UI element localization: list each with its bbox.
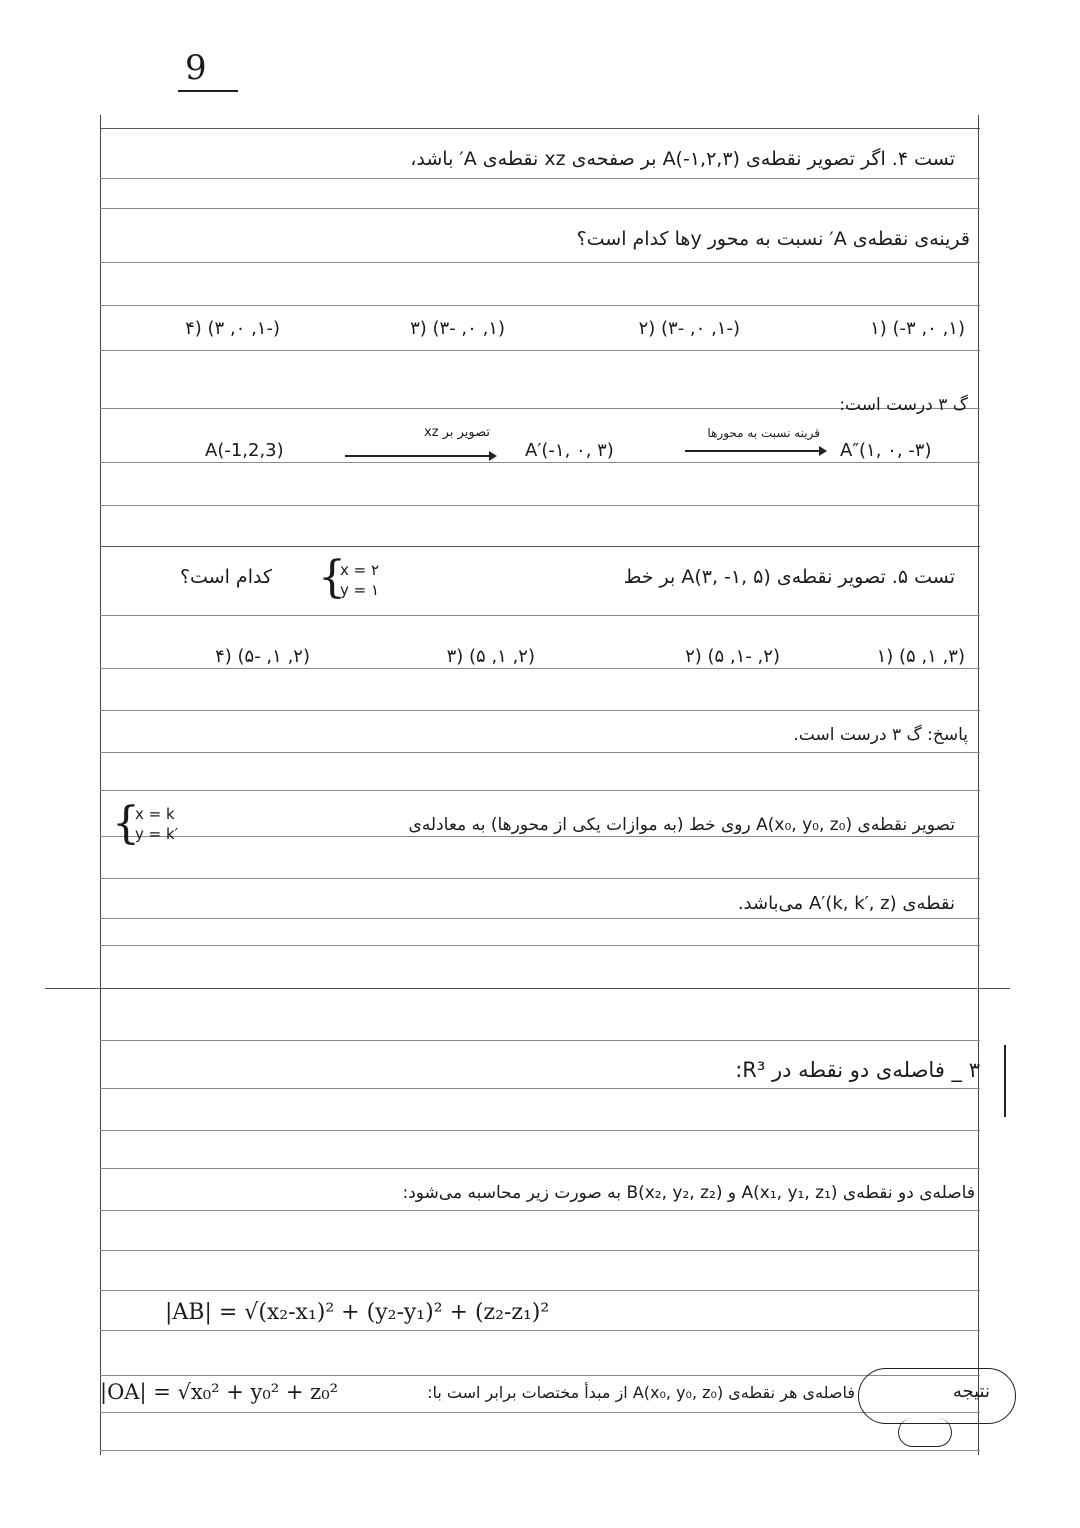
test4-question-line1: تست ۴. اگر تصویر نقطه‌ی A(-۱,۲,۳) بر صفحه‌ی xz نقطه‌ی A′ باشد، xyxy=(410,148,955,170)
distance-formula: |AB| = √(x₂-x₁)² + (y₂-y₁)² + (z₂-z₁)² xyxy=(165,1300,550,1325)
test5-system-eq1: x = ۲ xyxy=(340,561,380,579)
ruled-line xyxy=(100,262,980,263)
section3-title: ۳ _ فاصله‌ی دو نقطه در R³: xyxy=(735,1058,980,1082)
ruled-line xyxy=(100,752,980,753)
test5-system-eq2: y = ۱ xyxy=(340,581,380,599)
rule-note-system xyxy=(135,804,178,844)
rule-note-line2: نقطه‌ی A′(k, k′, z) می‌باشد. xyxy=(737,893,955,914)
test5-option-1: (۳, ۱, ۵) (۱ xyxy=(876,646,965,667)
test4-point-a-prime: A′(-۱, ۰, ۳) xyxy=(525,440,614,461)
ruled-line xyxy=(100,1210,980,1211)
ruled-line xyxy=(100,178,980,179)
section3-box-edge xyxy=(1004,1045,1006,1117)
ruled-line xyxy=(100,668,980,669)
ruled-line xyxy=(100,1250,980,1251)
ruled-line xyxy=(100,1290,980,1291)
test4-projection-label: تصویر بر xz xyxy=(424,425,490,440)
ruled-line xyxy=(100,1130,980,1131)
ruled-line xyxy=(100,350,980,351)
page-number-underline xyxy=(178,90,238,92)
distance-result-text: فاصله‌ی هر نقطه‌ی A(x₀, y₀, z₀) از مبدأ مختصات برابر است با: xyxy=(427,1383,855,1402)
left-margin-line xyxy=(100,115,101,1455)
symmetry-arrow xyxy=(685,450,825,452)
ruled-line xyxy=(100,546,980,547)
test5-answer: پاسخ: گ ۳ درست است. xyxy=(793,725,968,745)
test4-option-3: (۱, ۰, -۳) (۳ xyxy=(410,318,505,339)
ruled-line xyxy=(100,1088,980,1089)
ruled-line xyxy=(100,615,980,616)
test4-option-2: (-۱, ۰, -۳) (۲ xyxy=(638,318,740,339)
rule-note-eq2: y = k′ xyxy=(135,825,179,843)
right-margin-line xyxy=(978,115,979,1455)
ruled-line xyxy=(100,836,980,837)
ruled-line xyxy=(100,505,980,506)
test5-option-3: (۲, ۱, ۵) (۳ xyxy=(446,646,535,667)
ruled-line xyxy=(100,918,980,919)
test4-point-a-double-prime: A″(۱, ۰, -۳) xyxy=(840,440,932,461)
rule-note-line1: تصویر نقطه‌ی A(x₀, y₀, z₀) روی خط (به موازات یکی از محورها) به معادله‌ی xyxy=(408,815,955,835)
test5-option-4: (۲, ۱, -۵) (۴ xyxy=(215,646,310,667)
hint-bubble-tail xyxy=(898,1418,952,1447)
test4-option-4: (-۱, ۰, ۳) (۴ xyxy=(185,318,280,339)
hint-label: نتیجه xyxy=(952,1381,990,1402)
ruled-line xyxy=(100,305,980,306)
ruled-line xyxy=(100,1450,980,1451)
ruled-line xyxy=(100,878,980,879)
test4-symmetry-label: قرینه نسبت به محورها xyxy=(707,426,820,440)
test5-system xyxy=(340,560,379,600)
test5-brace: { xyxy=(318,552,346,603)
ruled-line xyxy=(100,1168,980,1169)
ruled-line xyxy=(100,462,980,463)
test4-point-a: A(-1,2,3) xyxy=(205,440,284,461)
test5-option-2: (۲, -۱, ۵) (۲ xyxy=(685,646,780,667)
test5-question-end: کدام است؟ xyxy=(179,566,272,588)
ruled-line xyxy=(100,208,980,209)
test4-option-1: (۱, ۰, ۳-) (۱ xyxy=(870,318,965,339)
distance-result-formula: |OA| = √x₀² + y₀² + z₀² xyxy=(100,1380,339,1404)
ruled-line xyxy=(100,1412,980,1413)
ruled-line xyxy=(100,128,980,129)
test4-question-line2: قرینه‌ی نقطه‌ی A′ نسبت به محور yها کدام است؟ xyxy=(576,228,970,250)
rule-note-brace: { xyxy=(112,798,140,849)
distance-intro: فاصله‌ی دو نقطه‌ی A(x₁, y₁, z₁) و B(x₂, y₂, z₂) به صورت زیر محاسبه می‌شود: xyxy=(402,1183,975,1203)
ruled-line xyxy=(100,790,980,791)
ruled-line xyxy=(100,945,980,946)
ruled-line xyxy=(100,1375,980,1376)
page-number: 9 xyxy=(185,48,207,88)
hint-bubble xyxy=(858,1368,1016,1424)
section-divider xyxy=(45,988,1010,989)
test5-question: تست ۵. تصویر نقطه‌ی A(۳, -۱, ۵) بر خط xyxy=(623,566,955,588)
test4-answer: گ ۳ درست است: xyxy=(839,395,968,415)
rule-note-eq1: x = k xyxy=(135,805,175,823)
ruled-line xyxy=(100,710,980,711)
ruled-line xyxy=(100,1330,980,1331)
projection-arrow xyxy=(345,455,495,457)
ruled-line xyxy=(100,1040,980,1041)
